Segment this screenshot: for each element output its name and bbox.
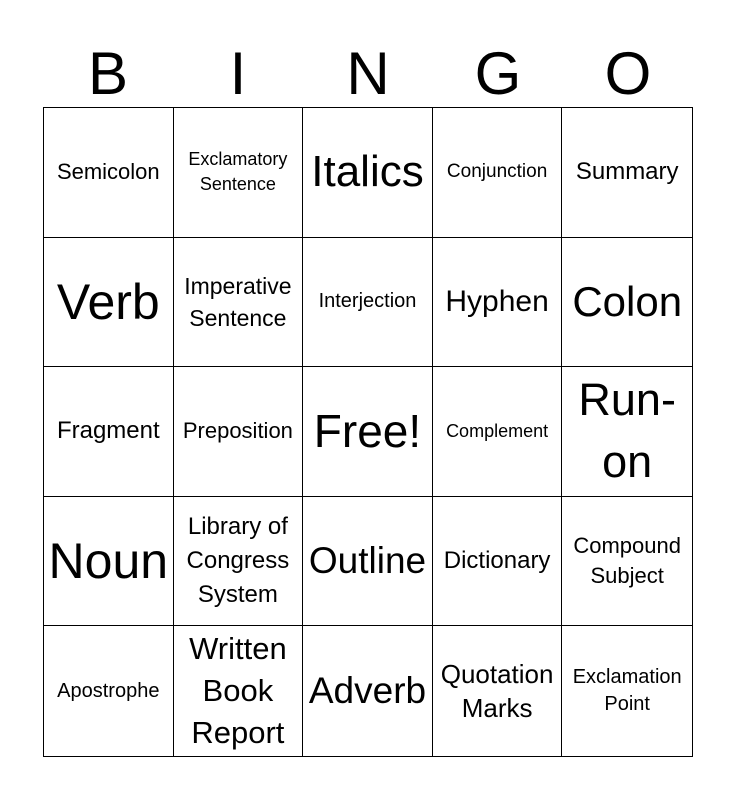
bingo-cell[interactable]: [433, 497, 563, 627]
cell-text: Noun: [48, 533, 169, 590]
bingo-cell[interactable]: [44, 367, 174, 497]
bingo-cell[interactable]: [44, 238, 174, 368]
bingo-cell[interactable]: [562, 367, 692, 497]
cell-text: Run-on: [578, 374, 676, 488]
header-letter-o: O: [604, 40, 652, 107]
cell-text: Adverb: [308, 670, 427, 712]
bingo-cell[interactable]: [562, 626, 692, 756]
cell-text: Verb: [56, 273, 160, 330]
cell-text: Compound Subject: [573, 533, 681, 589]
cell-text: Colon: [572, 277, 683, 325]
bingo-cell[interactable]: [44, 108, 174, 238]
bingo-cell[interactable]: [174, 238, 304, 368]
bingo-cell[interactable]: [303, 108, 433, 238]
bingo-cell[interactable]: [433, 626, 563, 756]
bingo-cell[interactable]: [433, 238, 563, 368]
cell-text: Free!: [313, 405, 422, 458]
bingo-cell[interactable]: [174, 626, 304, 756]
bingo-cell[interactable]: [174, 367, 304, 497]
bingo-cell[interactable]: [44, 626, 174, 756]
cell-text: Written Book Report: [189, 631, 287, 751]
header-letter-g: G: [474, 40, 522, 107]
bingo-cell[interactable]: [303, 497, 433, 627]
cell-text: Exclamation Point: [572, 666, 682, 716]
cell-text: Fragment: [56, 417, 160, 445]
bingo-cell[interactable]: [433, 367, 563, 497]
bingo-grid: [43, 107, 693, 757]
bingo-cell[interactable]: [562, 497, 692, 627]
cell-text: Semicolon: [56, 159, 160, 185]
header-letter-i: I: [229, 40, 247, 107]
bingo-cell[interactable]: [562, 238, 692, 368]
cell-text: Complement: [446, 420, 549, 441]
cell-text: Apostrophe: [57, 679, 160, 702]
cell-text: Interjection: [318, 290, 417, 313]
bingo-cell[interactable]: [303, 626, 433, 756]
bingo-cell[interactable]: [562, 108, 692, 238]
cell-text: Hyphen: [445, 284, 549, 318]
cell-text: Outline: [308, 540, 427, 582]
cell-text: Imperative Sentence: [184, 272, 292, 331]
cell-text: Italics: [311, 147, 424, 197]
bingo-cell[interactable]: [303, 238, 433, 368]
cell-text: Exclamatory Sentence: [188, 149, 288, 195]
header-letter-b: B: [87, 40, 129, 107]
bingo-cell[interactable]: [433, 108, 563, 238]
bingo-cell[interactable]: [174, 108, 304, 238]
cell-text: Dictionary: [443, 547, 551, 575]
bingo-header: [43, 40, 693, 108]
cell-text: Quotation Marks: [440, 659, 554, 724]
cell-text: Summary: [575, 158, 679, 186]
bingo-cell[interactable]: [174, 497, 304, 627]
cell-text: Library of Congress System: [186, 513, 290, 609]
cell-text: Conjunction: [446, 161, 548, 183]
cell-text: Preposition: [182, 418, 293, 444]
bingo-cell[interactable]: [303, 367, 433, 497]
bingo-cell[interactable]: [44, 497, 174, 627]
header-letter-n: N: [346, 40, 390, 107]
